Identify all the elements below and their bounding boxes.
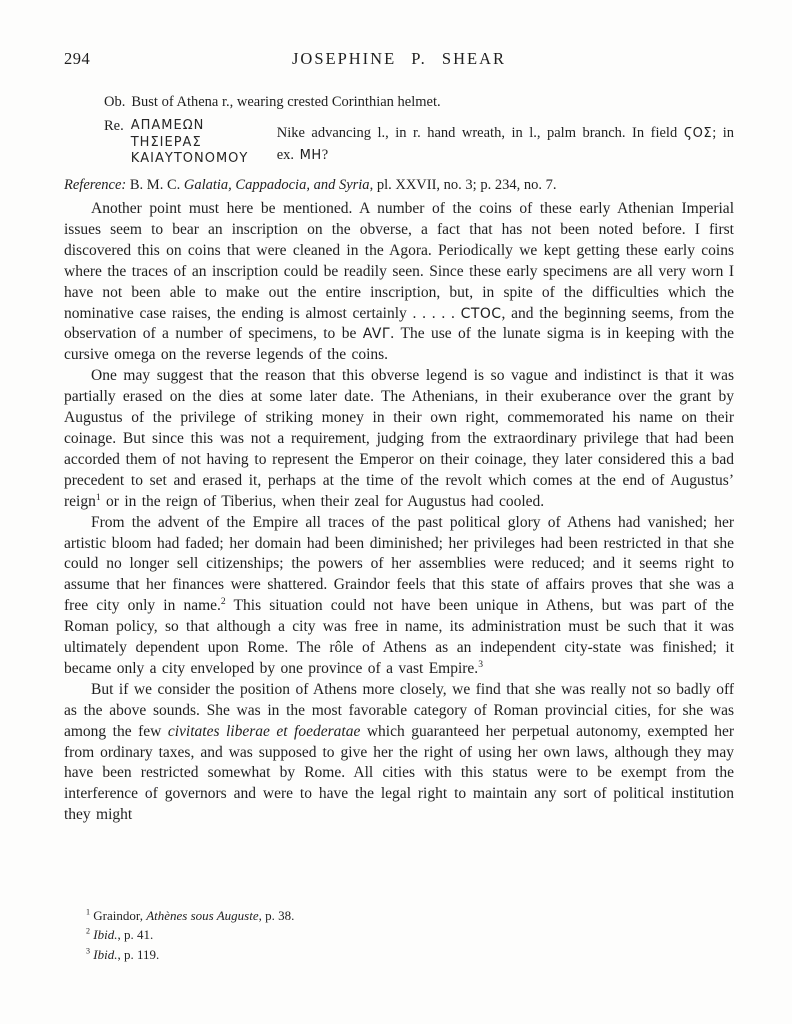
paragraph-4: But if we consider the position of Athens more closely, we find that she was really not so badly off as the above sounds. She was in the most favorable category of Roman provincial cities, for she was among the few civitates liberae et foederatae which guaranteed her perpetual autonomy, exempted her from ordinary taxes, and was supposed to give her the right of using her own laws, although they may have been restricted somewhat by Rome. All cities with this status were to be exempt from the interference of governors and were to have the legal right to maintain any sort of political institution they might [64,680,734,824]
reverse-legend [131,118,277,168]
paragraph-3: From the advent of the Empire all traces of the past political glory of Athens had vanished; her artistic bloom had faded; her domain had been diminished; her privileges had been restricted in that she could no longer sell citizenships; the powers of her assemblies were reduced; and it seems right to assume that her finances were shattered. Graindor feels that this state of affairs proves that she was a free city only in name.$^2$ This situation could not have been unique in Athens, but was part of the Roman policy, so that although a city was free in name, its administration must be such that it was ultimately dependent upon Rome. The rôle of Athens as an independent city-state was finished; it became only a city enveloped by one province of a vast Empire.$^3$ [64,513,734,677]
article-body [64,199,734,826]
coin-catalogue-entry [64,93,734,195]
paragraph-2: One may suggest that the reason that this obverse legend is so vague and indistinct is that it was partially erased on the dies at some later date. The Athenians, in their exuberance over the grant by Augustus of the privilege of striking money in their own right, commemorated his name on their coinage. But since this was not a requirement, judging from the extraordinary privilege that had been accorded them of not having to represent the Emperor on their coinage, they later considered this a bad precedent to set and erased it, perhaps at the time of the revolt which comes at the end of Augustus’ reign$^1$ or in the reign of Tiberius, when their zeal for Augustus had cooled. [64,367,734,510]
running-head [64,49,734,69]
footnotes [86,906,734,964]
footnote-1: $^1$ Graindor, Athènes sous Auguste, p. 38. [86,907,295,923]
running-title: JOSEPHINE P. SHEAR [292,49,506,68]
legend-line-2: ΤΗΣΙΕΡΑΣ [130,134,202,150]
reverse-row [104,118,734,168]
legend-line-3: ΚΑΙΑΥΤΟΝΟΜΟΥ [130,151,249,166]
footnote-2: $^2$ Ibid., p. 41. [86,926,154,943]
legend-line-1: ΑΠΑΜΕΩΝ [130,118,205,133]
obverse-line [104,93,734,112]
reverse-label: Re. [104,118,124,134]
reference-line: Reference: B. M. C. Galatia, Cappadocia, and Syria, pl. XXVII, no. 3; p. 234, no. 7. [64,176,557,193]
footnote-3: $^3$ Ibid., p. 119. [86,946,160,962]
obverse-label: Ob. [104,94,126,110]
page-number: 294 [64,49,91,68]
obverse-description: Bust of Athena r., wearing crested Corinthian helmet. [131,94,441,110]
paragraph-1: Another point must here be mentioned. A number of the coins of these early Athenian Imperial issues seem to bear an inscription on the obverse, a fact that has not been noted before. I first discovered this on coins that were cleaned in the Agora. Periodically we kept getting these early coins where the traces of an inscription could be readily seen. Since these early specimens are all very worn I have not been able to make out the entire inscription, but, in spite of the difficulties which the nominative case raises, the ending is almost certainly . . . . . CTOC, and the beginning seems, from the observation of a number of specimens, to be AVΓ. The use of the lunate sigma is in keeping with the cursive omega on the reverse legends of the coins. [64,200,734,364]
reverse-description: Nike advancing l., in r. hand wreath, in l., palm branch. In field ϚΟΣ; in ex. ΜΗ? [276,125,734,163]
